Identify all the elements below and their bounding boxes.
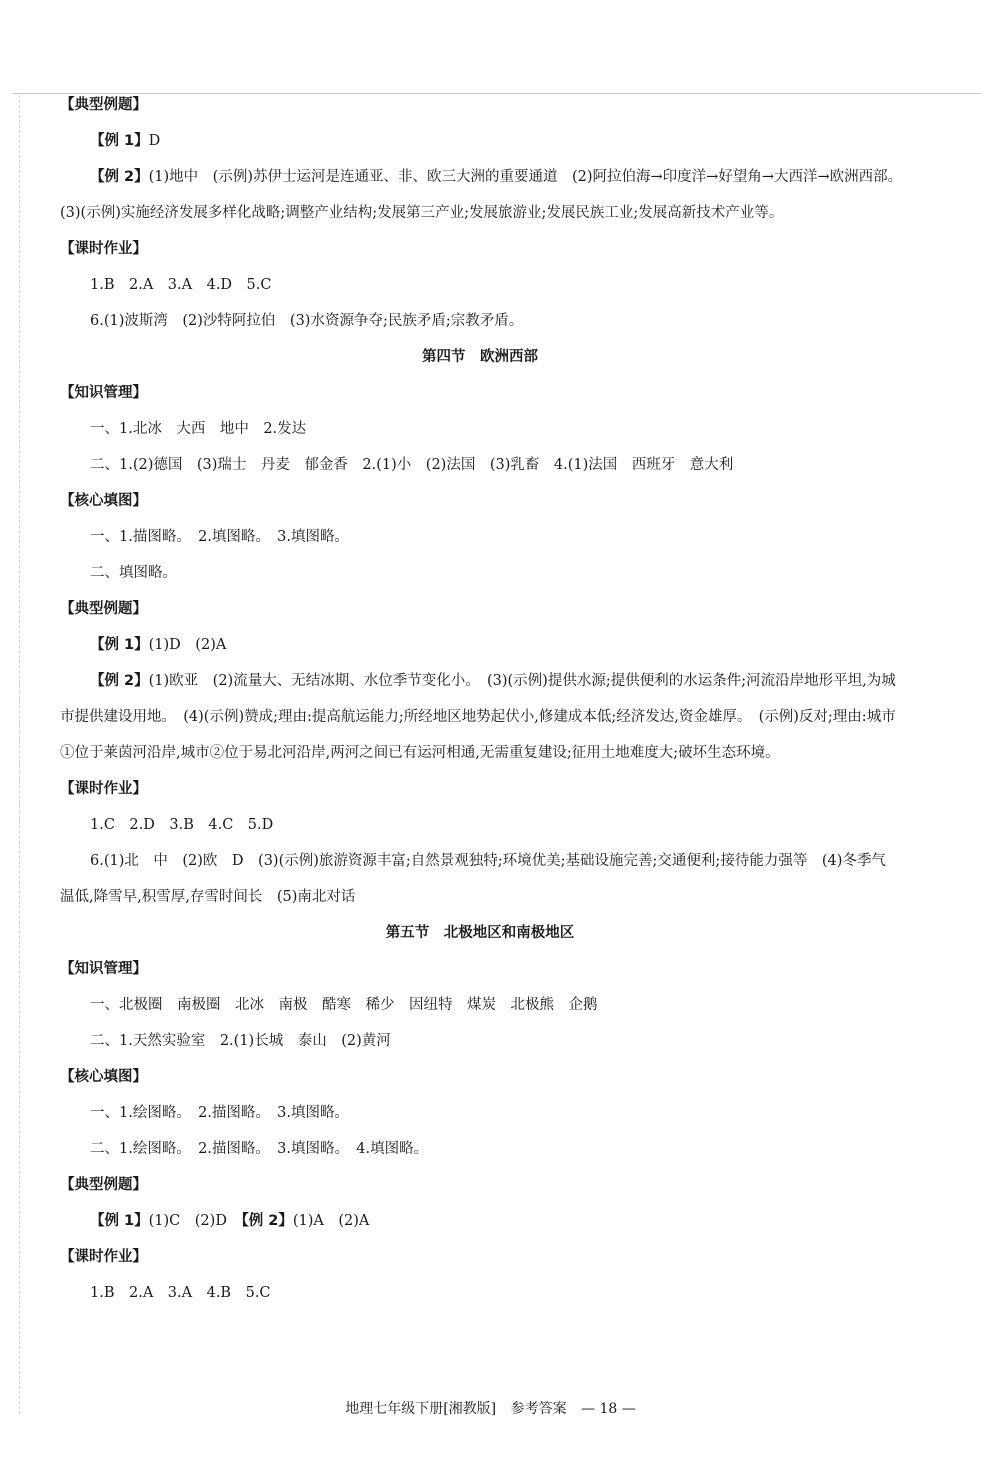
section-heading: 【核心填图】 — [60, 493, 147, 509]
section-heading: 【典型例题】 — [60, 97, 147, 113]
example-answer: (1)欧亚 (2)流量大、无结冰期、水位季节变化小。 (3)(示例)提供水源;提供便利的水运条件;河流沿岸地形平坦,为城市提供建设用地。 (4)(示例)赞成;理由:提高航运能力;所经地区地势起伏小,修建成本低;经济发达,资金雄厚。 (示例)反对;理由:城市①位于莱茵河沿岸,城市②位于易北河沿岸,两河之间已有运河相通,无需重复建设;征用土地难度大;破坏生态环境。 — [60, 673, 896, 761]
section-title: 第五节 北极地区和南极地区 — [385, 925, 575, 941]
answer-line: 1.B 2.A 3.A 4.B 5.C — [90, 1285, 271, 1301]
section-heading: 【典型例题】 — [60, 601, 147, 617]
answer-line: 二、1.(2)德国 (3)瑞士 丹麦 郁金香 2.(1)小 (2)法国 (3)乳畜 4.(1)法国 西班牙 意大利 — [90, 457, 734, 473]
example-answer: D — [148, 133, 161, 149]
section-heading: 【知识管理】 — [60, 385, 147, 401]
section-heading: 【课时作业】 — [60, 781, 147, 797]
example-tag: 【例 1】 — [90, 1213, 149, 1229]
section-heading: 【课时作业】 — [60, 241, 147, 257]
example-1 — [60, 132, 900, 150]
answer-line: 二、1.绘图略。 2.描图略。 3.填图略。 4.填图略。 — [90, 1141, 429, 1157]
section-heading: 【课时作业】 — [60, 1249, 147, 1265]
page-footer — [0, 1400, 981, 1418]
answer-line: 二、1.天然实验室 2.(1)长城 泰山 (2)黄河 — [90, 1033, 391, 1049]
footer-book-title: 地理七年级下册[湘教版] — [345, 1401, 497, 1417]
example-tag: 【例 1】 — [90, 637, 149, 653]
top-rule — [12, 93, 981, 94]
page-number: — 18 — — [581, 1401, 636, 1417]
example-answer: (1)A (2)A — [292, 1213, 370, 1229]
section-heading: 【典型例题】 — [60, 1177, 147, 1193]
answer-line: 二、填图略。 — [90, 565, 177, 581]
example-answer: (1)D (2)A — [148, 637, 227, 653]
page-content — [60, 96, 910, 1320]
answer-line: 一、1.绘图略。 2.描图略。 3.填图略。 — [90, 1105, 350, 1121]
answer-line: 6.(1)波斯湾 (2)沙特阿拉伯 (3)水资源争夺;民族矛盾;宗教矛盾。 — [90, 313, 524, 329]
example-tag: 【例 2】 — [90, 169, 149, 185]
example-2 — [60, 663, 900, 771]
example-tag: 【例 2】 — [90, 673, 149, 689]
section-title: 第四节 欧洲西部 — [422, 349, 538, 365]
answer-line: 一、1.北冰 大西 地中 2.发达 — [90, 421, 307, 437]
example-answer: (1)地中 (示例)苏伊士运河是连通亚、非、欧三大洲的重要通道 (2)阿拉伯海→印度洋→好望角→大西洋→欧洲西部。 (3)(示例)实施经济发展多样化战略;调整产业结构;发展第三产业;发展旅游业;发展民族工业;发展高新技术产业等。 — [60, 169, 910, 221]
example-2 — [60, 159, 910, 231]
example-tag: 【例 2】 — [241, 1213, 293, 1229]
section-heading: 【知识管理】 — [60, 961, 147, 977]
answer-line: 1.B 2.A 3.A 4.D 5.C — [90, 277, 272, 293]
answer-paragraph: 6.(1)北 中 (2)欧 D (3)(示例)旅游资源丰富;自然景观独特;环境优美;基础设施完善;交通便利;接待能力强等 (4)冬季气温低,降雪早,积雪厚,存雪时间长 (5)南北对话 — [60, 853, 886, 905]
section-heading: 【核心填图】 — [60, 1069, 147, 1085]
answer-line: 一、北极圈 南极圈 北冰 南极 酷寒 稀少 因纽特 煤炭 北极熊 企鹅 — [90, 997, 598, 1013]
examples-line — [60, 1212, 900, 1230]
answer-line: 1.C 2.D 3.B 4.C 5.D — [90, 817, 274, 833]
example-1 — [60, 636, 900, 654]
footer-section-label: 参考答案 — [510, 1401, 567, 1417]
example-answer: (1)C (2)D — [148, 1213, 227, 1229]
example-tag: 【例 1】 — [90, 133, 149, 149]
answer-line: 一、1.描图略。 2.填图略。 3.填图略。 — [90, 529, 350, 545]
binding-margin-line — [19, 95, 20, 1414]
